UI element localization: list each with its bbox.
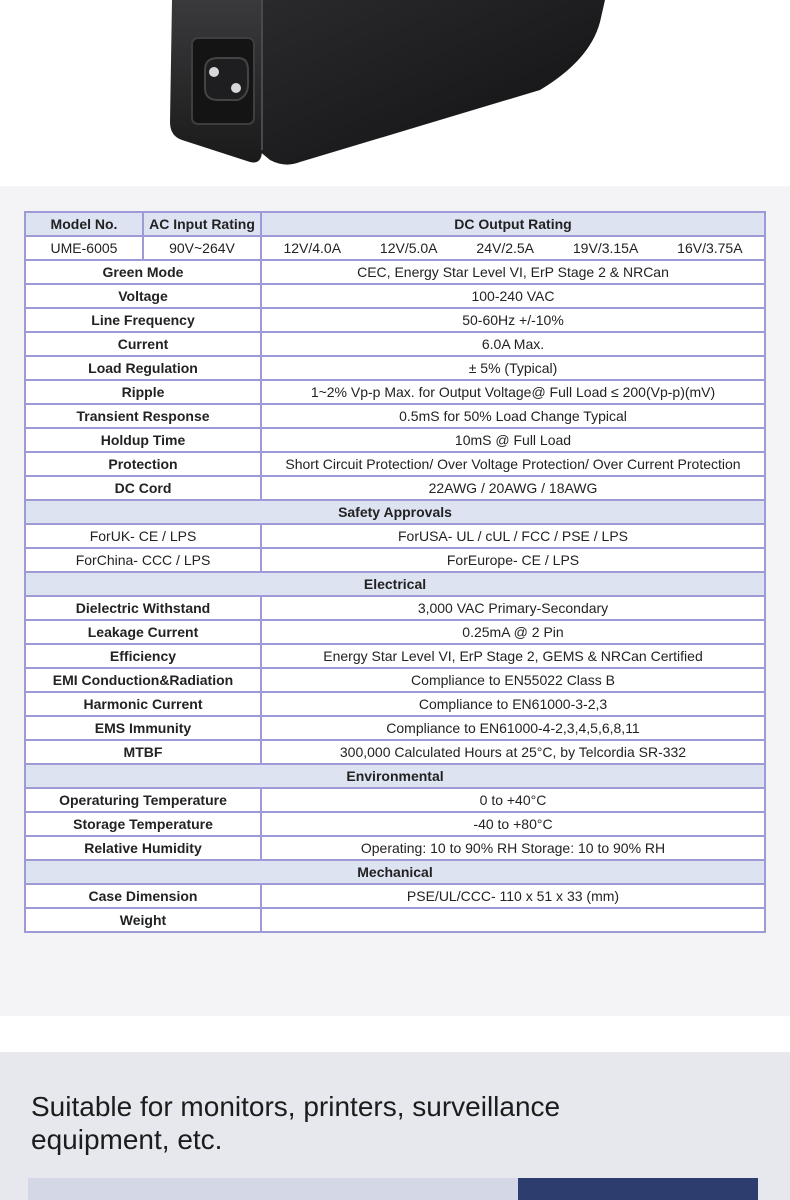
- spec-value: 100-240 VAC: [261, 284, 765, 308]
- spec-value: 300,000 Calculated Hours at 25°C, by Telcordia SR-332: [261, 740, 765, 764]
- section-header-safety: [25, 500, 765, 524]
- table-row: [25, 476, 765, 500]
- output-option: 12V/5.0A: [379, 240, 438, 256]
- table-row: [25, 644, 765, 668]
- spec-value: 3,000 VAC Primary-Secondary: [261, 596, 765, 620]
- table-row: [25, 404, 765, 428]
- safety-left: ForUK- CE / LPS: [25, 524, 261, 548]
- spec-value: 1~2% Vp-p Max. for Output Voltage@ Full Load ≤ 200(Vp-p)(mV): [261, 380, 765, 404]
- table-row: [25, 812, 765, 836]
- decorative-bar-light: [28, 1178, 518, 1200]
- table-row: [25, 668, 765, 692]
- spec-label: Line Frequency: [25, 308, 261, 332]
- table-row: [25, 740, 765, 764]
- product-photo: [0, 0, 790, 186]
- spec-label: Storage Temperature: [25, 812, 261, 836]
- spec-value: PSE/UL/CCC- 110 x 51 x 33 (mm): [261, 884, 765, 908]
- spec-value: 50-60Hz +/-10%: [261, 308, 765, 332]
- decorative-bar-dark: [518, 1178, 758, 1200]
- spec-value: [261, 908, 765, 932]
- power-adapter-image: [0, 0, 790, 186]
- spec-label: Leakage Current: [25, 620, 261, 644]
- table-row: [25, 884, 765, 908]
- table-row: [25, 908, 765, 932]
- dc-output-values: [261, 236, 765, 260]
- table-row: [25, 524, 765, 548]
- spec-label: Transient Response: [25, 404, 261, 428]
- spec-label: Dielectric Withstand: [25, 596, 261, 620]
- spec-value: 10mS @ Full Load: [261, 428, 765, 452]
- model-no-header: Model No.: [25, 212, 143, 236]
- output-option: 16V/3.75A: [677, 240, 743, 256]
- table-row: [25, 260, 765, 284]
- section-header-electrical: [25, 572, 765, 596]
- spec-label: Current: [25, 332, 261, 356]
- table-row: [25, 692, 765, 716]
- model-row: [25, 236, 765, 260]
- section-header-mechanical: [25, 860, 765, 884]
- output-option: 19V/3.15A: [572, 240, 639, 256]
- specification-table: [24, 211, 766, 933]
- table-row: [25, 788, 765, 812]
- output-option: 24V/2.5A: [476, 240, 535, 256]
- usage-heading: Suitable for monitors, printers, surveillance equipment, etc.: [31, 1091, 561, 1155]
- table-row: [25, 308, 765, 332]
- spec-label: Relative Humidity: [25, 836, 261, 860]
- safety-left: ForChina- CCC / LPS: [25, 548, 261, 572]
- output-option: 12V/4.0A: [283, 240, 342, 256]
- spec-value: Compliance to EN61000-3-2,3: [261, 692, 765, 716]
- table-row: [25, 428, 765, 452]
- section-header-environmental: [25, 764, 765, 788]
- spec-label: Weight: [25, 908, 261, 932]
- spec-value: Operating: 10 to 90% RH Storage: 10 to 90% RH: [261, 836, 765, 860]
- ac-input-value: 90V~264V: [143, 236, 261, 260]
- table-row: [25, 332, 765, 356]
- spec-value: Short Circuit Protection/ Over Voltage Protection/ Over Current Protection: [261, 452, 765, 476]
- table-row: [25, 548, 765, 572]
- spec-label: Ripple: [25, 380, 261, 404]
- table-row: [25, 356, 765, 380]
- spec-label: Holdup Time: [25, 428, 261, 452]
- table-header-row: [25, 212, 765, 236]
- table-row: [25, 284, 765, 308]
- spec-value: Compliance to EN55022 Class B: [261, 668, 765, 692]
- spec-value: Energy Star Level VI, ErP Stage 2, GEMS & NRCan Certified: [261, 644, 765, 668]
- table-row: [25, 380, 765, 404]
- spec-value: 0.25mA @ 2 Pin: [261, 620, 765, 644]
- spec-label: Voltage: [25, 284, 261, 308]
- spec-label: EMI Conduction&Radiation: [25, 668, 261, 692]
- spec-value: 0.5mS for 50% Load Change Typical: [261, 404, 765, 428]
- table-row: [25, 836, 765, 860]
- spec-label: Green Mode: [25, 260, 261, 284]
- spec-value: ± 5% (Typical): [261, 356, 765, 380]
- spec-value: CEC, Energy Star Level VI, ErP Stage 2 & NRCan: [261, 260, 765, 284]
- section-title: Electrical: [25, 572, 765, 596]
- spec-value: 0 to +40°C: [261, 788, 765, 812]
- spec-value: 22AWG / 20AWG / 18AWG: [261, 476, 765, 500]
- spec-label: Efficiency: [25, 644, 261, 668]
- dc-output-header: DC Output Rating: [261, 212, 765, 236]
- table-row: [25, 716, 765, 740]
- spec-label: Protection: [25, 452, 261, 476]
- section-title: Environmental: [25, 764, 765, 788]
- spec-label: Operaturing Temperature: [25, 788, 261, 812]
- ac-input-header: AC Input Rating: [143, 212, 261, 236]
- table-row: [25, 452, 765, 476]
- section-title: Safety Approvals: [25, 500, 765, 524]
- spec-label: Load Regulation: [25, 356, 261, 380]
- spec-label: Case Dimension: [25, 884, 261, 908]
- model-value: UME-6005: [25, 236, 143, 260]
- spec-label: Harmonic Current: [25, 692, 261, 716]
- spec-label: EMS Immunity: [25, 716, 261, 740]
- section-title: Mechanical: [25, 860, 765, 884]
- spec-value: Compliance to EN61000-4-2,3,4,5,6,8,11: [261, 716, 765, 740]
- safety-right: ForUSA- UL / cUL / FCC / PSE / LPS: [261, 524, 765, 548]
- safety-right: ForEurope- CE / LPS: [261, 548, 765, 572]
- table-row: [25, 596, 765, 620]
- spec-value: -40 to +80°C: [261, 812, 765, 836]
- spec-label: MTBF: [25, 740, 261, 764]
- spec-label: DC Cord: [25, 476, 261, 500]
- spec-value: 6.0A Max.: [261, 332, 765, 356]
- table-row: [25, 620, 765, 644]
